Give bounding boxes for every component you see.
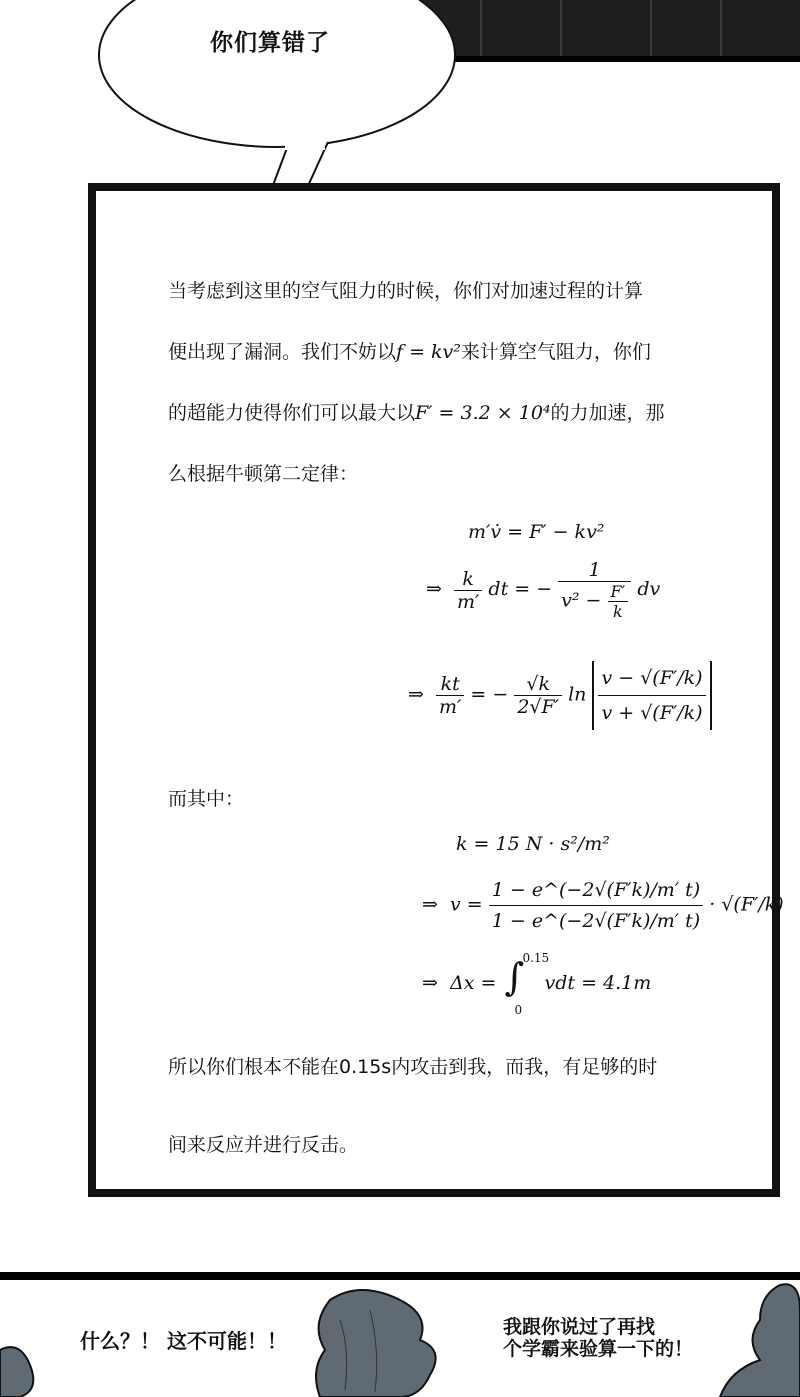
speech-bubble (0, 0, 800, 200)
where-line: 而其中： (168, 788, 245, 810)
intro-line-2: 便出现了漏洞。我们不妨以f = kv²来计算空气阻力，你们 (168, 341, 651, 363)
paragraph-where (168, 769, 728, 830)
math-explanation-box (88, 183, 784, 1197)
equation-separation: ⇒ $\frac{k}{m'}$ dt = − 1 v² − $\frac{F'}{k}$ dv (426, 559, 661, 621)
equation-displacement: ⇒ Δx = ∫ 0.15 0 vdt = 4.1m (422, 951, 652, 1017)
paragraph-conclusion (168, 1037, 728, 1176)
equation-integrated: ⇒ $\frac{kt}{m'}$ = − $\frac{√k}{2√F'}$ ln $\frac{v - √(F'/k)}{v + √(F'/k)}$ (408, 661, 712, 730)
equation-velocity: ⇒ v = $\frac{1 - e\^{}(-2√(F'k)/m' t)}{1 - e\^{}(-2√(F'k)/m' t)}$ · √(F′/k) (422, 875, 784, 936)
equation-k-value: k = 15 N · s²/m² (456, 833, 610, 855)
bubble-text: 你们算错了 (210, 30, 330, 56)
speech-left: 什么？！ 这不可能！！ (80, 1329, 287, 1353)
speech-right (503, 1316, 693, 1360)
speech-right-line-2: 个学霸来验算一下的！ (503, 1338, 694, 1360)
intro-line-4: 么根据牛顿第二定律： (168, 463, 359, 485)
intro-line-3: 的超能力使得你们可以最大以F′ = 3.2 × 10⁴的力加速，那 (168, 402, 665, 424)
speech-right-line-1: 我跟你说过了再找 (503, 1316, 656, 1338)
equation-newton: m′v̇ = F′ − kv² (468, 521, 605, 543)
panel-divider (0, 1272, 800, 1280)
conclusion-line-1: 所以你们根本不能在0.15s内攻击到我，而我，有足够的时 (168, 1056, 658, 1078)
conclusion-line-2: 间来反应并进行反击。 (168, 1134, 359, 1156)
paragraph-intro (168, 261, 728, 505)
intro-line-1: 当考虑到这里的空气阻力的时候，你们对加速过程的计算 (168, 280, 644, 302)
